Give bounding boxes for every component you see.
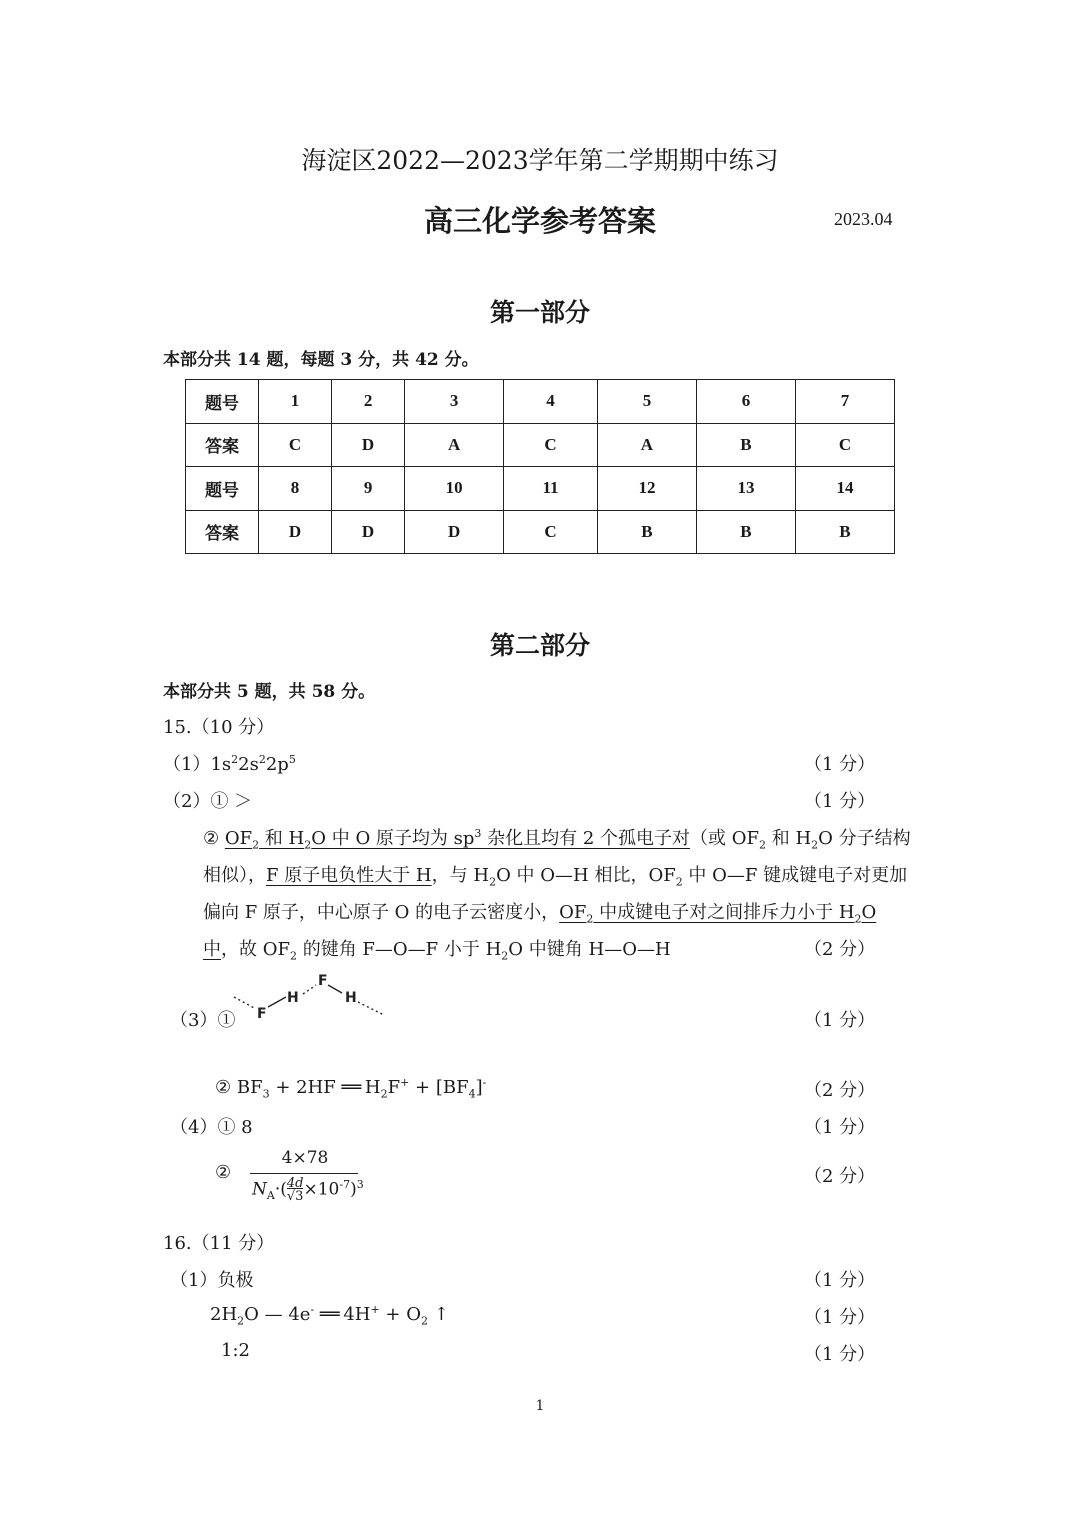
q15-sub4: （4）① 8 xyxy=(170,1117,253,1138)
table-cell: B xyxy=(597,510,696,554)
q15-sub3b-score: （2 分） xyxy=(804,1080,876,1101)
table-cell: 12 xyxy=(597,467,696,511)
table-cell: 答案 xyxy=(186,510,259,554)
table-cell: 题号 xyxy=(186,380,259,424)
table-cell: 4 xyxy=(504,380,598,424)
q15-sub4b-label: ② xyxy=(215,1162,232,1183)
table-row xyxy=(186,467,895,511)
document-date: 2023.04 xyxy=(834,209,893,229)
q16-ratio: 1:2 xyxy=(221,1340,250,1361)
table-cell: D xyxy=(332,423,405,467)
table-row xyxy=(186,423,895,467)
table-cell: B xyxy=(696,423,795,467)
table-cell: 5 xyxy=(597,380,696,424)
table-cell: C xyxy=(504,423,598,467)
table-cell: 8 xyxy=(259,467,332,511)
table-cell: B xyxy=(795,510,894,554)
q15-sub2b-score: （2 分） xyxy=(804,939,876,960)
formula-denominator: $N_A\cdot(\frac{4d}{√3}\times 10^{-7})^3$ xyxy=(252,1176,364,1204)
formula-numerator: 4×78 xyxy=(281,1148,329,1168)
table-cell: 1 xyxy=(259,380,332,424)
q15-sub2b-line3: 偏向 F 原子，中心原子 O 的电子云密度小，$OF_2$ 中成键电子对之间排斥力小于 $H_2O$ xyxy=(203,902,877,926)
table-cell: 11 xyxy=(504,467,598,511)
q16-heading: 16.（11 分） xyxy=(163,1233,275,1254)
part1-heading: 第一部分 xyxy=(489,298,590,327)
q16-sub1-score: （1 分） xyxy=(804,1270,876,1291)
table-cell: 13 xyxy=(696,467,795,511)
answer-table xyxy=(185,379,895,554)
table-cell: 7 xyxy=(795,380,894,424)
table-cell: 9 xyxy=(332,467,405,511)
table-row xyxy=(186,510,895,554)
part1-intro: 本部分共 14 题，每题 3 分，共 42 分。 xyxy=(163,350,479,370)
q15-sub1-score: （1 分） xyxy=(804,754,876,775)
table-row xyxy=(186,380,895,424)
table-cell: 题号 xyxy=(186,467,259,511)
q16-sub1: （1）负极 xyxy=(170,1270,254,1291)
part2-intro: 本部分共 5 题，共 58 分。 xyxy=(163,682,376,702)
q15-heading: 15.（10 分） xyxy=(163,717,275,738)
table-cell: C xyxy=(259,423,332,467)
q15-sub4-score: （1 分） xyxy=(804,1117,876,1138)
table-cell: B xyxy=(696,510,795,554)
q16-equation-score: （1 分） xyxy=(804,1307,876,1328)
table-cell: 6 xyxy=(696,380,795,424)
page-number: 1 xyxy=(535,1398,545,1414)
table-cell: A xyxy=(405,423,504,467)
table-cell: C xyxy=(795,423,894,467)
q16-equation: $2H_2O$ — 4e- ══ $4H^+ + O_2$ ↑ xyxy=(210,1303,449,1328)
q15-sub3b: ② $BF_3 + 2HF$ ══ $H_2F^+ + [BF_4]^-$ xyxy=(215,1076,487,1101)
table-cell: 答案 xyxy=(186,423,259,467)
q15-sub2: （2）① ＞ xyxy=(163,791,253,812)
q15-sub3-score: （1 分） xyxy=(804,1010,876,1031)
table-cell: 14 xyxy=(795,467,894,511)
table-cell: D xyxy=(332,510,405,554)
q15-sub2b-line1: ② $OF_2$ 和 $H_2O$ 中 O 原子均为 $sp^3$ 杂化且均有 2 个孤电子对（或 $OF_2$ 和 $H_2O$ 分子结构 xyxy=(203,827,911,852)
hf-chain-structure xyxy=(228,968,388,1026)
table-cell: 3 xyxy=(405,380,504,424)
fraction-bar xyxy=(250,1173,358,1174)
table-cell: D xyxy=(259,510,332,554)
table-cell: A xyxy=(597,423,696,467)
q15-sub3-label: （3）① xyxy=(170,1010,236,1031)
table-cell: D xyxy=(405,510,504,554)
q15-sub2b-line4: 中，故 $OF_2$ 的键角 F—O—F 小于 $H_2O$ 中键角 H—O—H xyxy=(203,939,671,963)
svg-text:F: F xyxy=(318,973,328,989)
q15-sub2b-line2: 相似），F 原子电负性大于 H，与 $H_2O$ 中 O—H 相比，$OF_2$ 中 O—F 键成键电子对更加 xyxy=(203,865,908,889)
table-cell: C xyxy=(504,510,598,554)
document-title: 海淀区2022—2023学年第二学期期中练习 xyxy=(301,146,779,175)
svg-text:H: H xyxy=(287,990,299,1006)
q15-sub2-score: （1 分） xyxy=(804,791,876,812)
svg-text:H: H xyxy=(345,990,357,1006)
svg-text:F: F xyxy=(257,1006,267,1022)
document-subtitle: 高三化学参考答案 xyxy=(423,204,656,238)
table-cell: 10 xyxy=(405,467,504,511)
q15-sub1: $(1)1s^22s^22p^5$ xyxy=(163,753,296,775)
table-cell: 2 xyxy=(332,380,405,424)
part2-heading: 第二部分 xyxy=(489,631,590,660)
q16-ratio-score: （1 分） xyxy=(804,1344,876,1365)
q15-sub4b-score: （2 分） xyxy=(804,1166,876,1187)
